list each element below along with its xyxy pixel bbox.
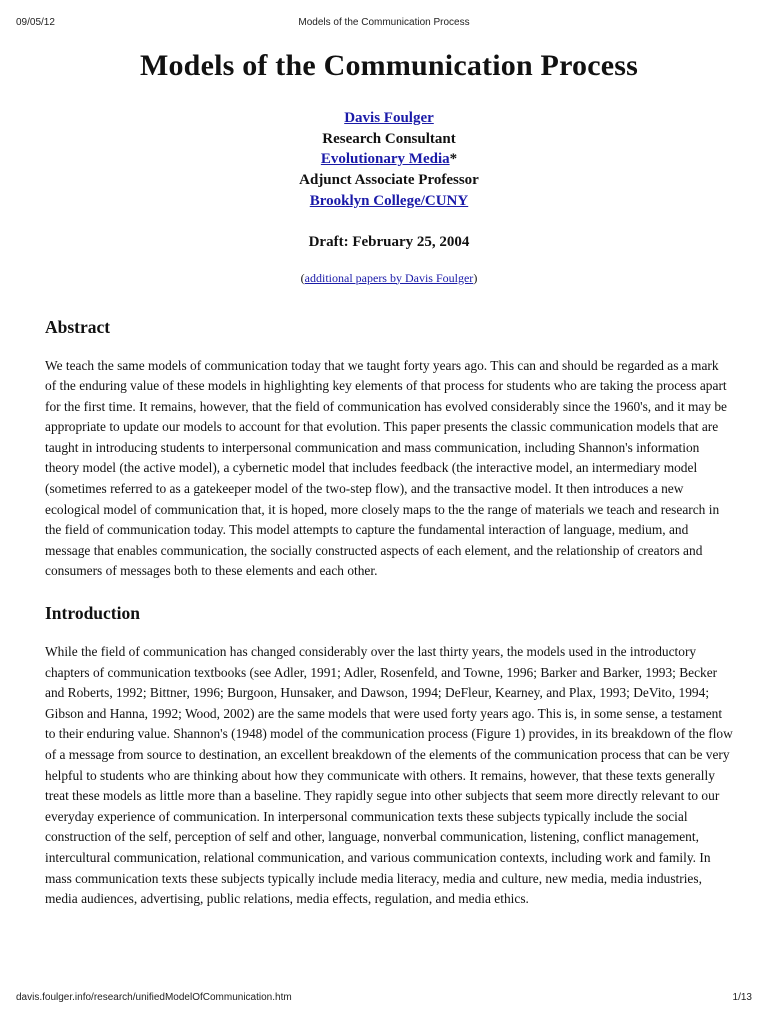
additional-papers-link[interactable]: additional papers by Davis Foulger	[304, 270, 474, 285]
additional-papers	[45, 270, 733, 286]
print-footer	[0, 992, 768, 1008]
document-body	[45, 46, 733, 910]
author-role-1: Research Consultant	[322, 130, 456, 147]
draft-date: Draft: February 25, 2004	[308, 233, 470, 250]
author-name-link[interactable]: Davis Foulger	[344, 110, 434, 126]
paren-open: (	[300, 270, 305, 285]
print-header	[0, 17, 768, 33]
page-title: Models of the Communication Process	[139, 49, 639, 82]
abstract-heading: Abstract	[45, 316, 111, 337]
page-number: 1/13	[732, 992, 752, 1003]
print-date: 09/05/12	[16, 17, 55, 28]
print-page-title: Models of the Communication Process	[298, 17, 470, 28]
paren-close: )	[473, 270, 478, 285]
abstract-text: We teach the same models of communication today that we taught forty years ago. This can and should be regarded as a mark of the enduring value of these models in highlighting key elements of that process for students who are taking the process apart for the first time. It remains, however, that the field of communication has evolved considerably since the 1960's, and it may be appropriate to update our models to account for that evolution. This paper presents the classic communication models that are taught in introducing students to interpersonal communication and mass communication, including Shannon's information theory model (the active model), a cybernetic model that includes feedback (the interactive model, an intermediary model (sometimes referred to as a gatekeeper model of the two-step flow), and the transactive model. It then introduces a new ecological model of communication that, it is hoped, more closely maps to the the range of materials we teach and research in the field of communication today. This model attempts to capture the fundamental interaction of language, medium, and message that enables communication, the socially constructed aspects of each element, and the relationship of creators and consumers of messages both to these elements and each other.	[45, 357, 727, 579]
org-footnote-marker: *	[449, 151, 458, 168]
org-evolutionary-media-link[interactable]: Evolutionary Media	[320, 151, 450, 168]
author-block	[45, 108, 733, 212]
author-role-2: Adjunct Associate Professor	[299, 172, 479, 189]
introduction-text: While the field of communication has changed considerably over the last thirty years, the models used in the introductory chapters of communication textbooks (see Adler, 1991; Adler, Rosenfeld, and Towne, 1996; Barker and Barker, 1993; Becker and Roberts, 1992; Bittner, 1996; Burgoon, Hunsaker, and Dawson, 1994; DeFleur, Kearney, and Plax, 1993; DeVito, 1994; Gibson and Hanna, 1992; Wood, 2002) are the same models that were used forty years ago. This is, in some sense, a testament to their enduring value. Shannon's (1948) model of the communication process (Figure 1) provides, in its breakdown of the flow of a message from source to destination, an excellent breakdown of the elements of the communication process that can be very helpful to students who are thinking about how they communicate with others. It remains, however, that these texts generally treat these models as little more than a baseline. They rapidly segue into other subjects that seem more directly relevant to our everyday experience of communication. In interpersonal communication texts these subjects typically include the social construction of the self, perception of self and other, language, nonverbal communication, listening, conflict management, intercultural communication, relational communication, and various communication contexts, including work and family. In mass communication texts these subjects typically include media literacy, media and culture, new media, media industries, media audiences, advertising, public relations, media effects, regulation, and media ethics.	[45, 644, 733, 907]
org-brooklyn-college-link[interactable]: Brooklyn College/CUNY	[309, 192, 469, 209]
introduction-heading: Introduction	[45, 603, 140, 624]
print-url: davis.foulger.info/research/unifiedModelOfCommunication.htm	[16, 992, 292, 1003]
